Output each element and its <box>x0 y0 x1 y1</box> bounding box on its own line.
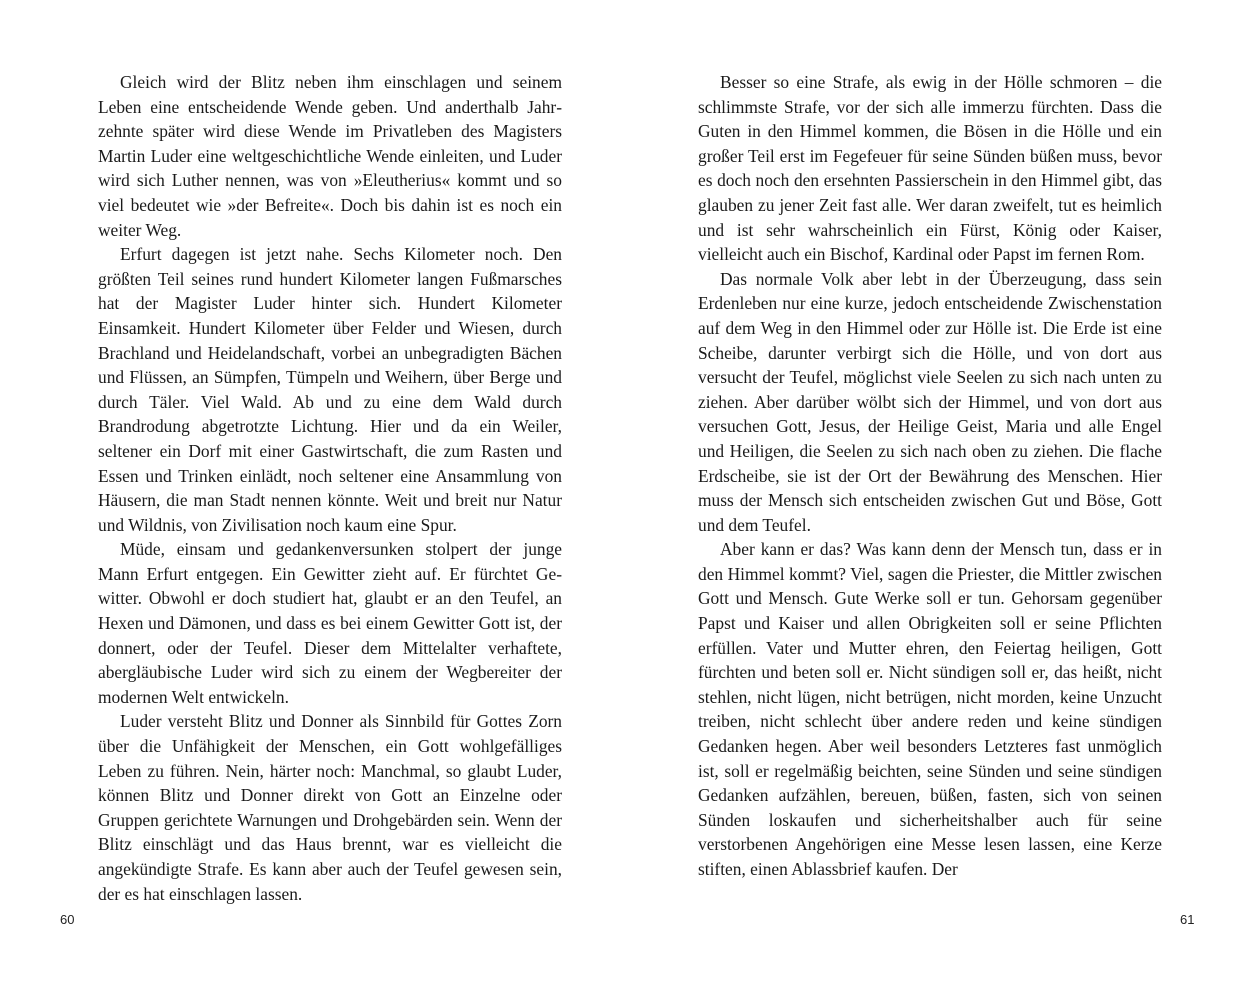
right-page <box>698 70 1162 882</box>
paragraph: Das normale Volk aber lebt in der Überzeugung, dass sein Erdenleben nur eine kurze, jedoch entscheidende Zwischenstation auf dem Weg in den Himmel oder zur Hölle ist. Die Erde ist eine Scheibe, darunter verbirgt sich die Hölle, und von dort aus versucht der Teufel, möglichst viele Seelen zu sich nach unten zu ziehen. Aber darüber wölbt sich der Himmel, und von dort aus versuchen Gott, Jesus, der Heilige Geist, Maria und alle Engel und Heiligen, die Seelen zu sich nach oben zu ziehen. Die flache Erdscheibe, sie ist der Ort der Bewährung des Menschen. Hier muss der Mensch sich entscheiden zwischen Gut und Böse, Gott und dem Teufel. <box>698 268 1162 535</box>
page-number-left: 60 <box>60 912 75 927</box>
paragraph: Besser so eine Strafe, als ewig in der Hölle schmoren – die schlimmste Strafe, vor der sich alle immerzu fürchten. Dass die Guten in den Himmel kommen, die Bösen in die Hölle und ein großer Teil erst im Fegefeuer für seine Sünden büßen muss, bevor es doch noch den ersehnten Passierschein in den Himmel gibt, das glauben zu jener Zeit fast alle. Wer daran zweifelt, tut es heimlich und ist sehr wahrscheinlich ein Fürst, König oder Kaiser, vielleicht auch ein Bischof, Kardinal oder Papst im fernen Rom. <box>698 72 1162 265</box>
paragraph: Erfurt dagegen ist jetzt nahe. Sechs Kilometer noch. Den größten Teil seines rund hundert Kilometer langen Fußmarsches hat der Magister Luder hinter sich. Hundert Kilometer Einsamkeit. Hundert Kilometer über Felder und Wiesen, durch Brachland und Heidelandschaft, vorbei an unbegradigten Bächen und Flüssen, an Sümpfen, Tümpeln und Weihern, über Berge und durch Täler. Viel Wald. Ab und zu eine dem Wald durch Brandrodung abgetrotzte Lichtung. Hier und da ein Weiler, seltener ein Dorf mit einer Gastwirtschaft, die zum Rasten und Essen und Trinken einlädt, noch seltener eine Ansammlung von Häusern, die man Stadt nennen könnte. Weit und breit nur Natur und Wildnis, von Zivilisation noch kaum eine Spur. <box>98 244 562 535</box>
paragraph: Aber kann er das? Was kann denn der Mensch tun, dass er in den Himmel kommt? Viel, sagen die Priester, die Mittler zwischen Gott und Mensch. Gute Werke soll er tun. Gehorsam gegenüber Papst und Kaiser und allen Obrigkeiten soll er seine Pflichten erfüllen. Vater und Mutter ehren, den Feiertag heiligen, Gott fürchten und beten soll er. Nicht sündigen soll er, das heißt, nicht stehlen, nicht lügen, nicht betrügen, nicht morden, keine Unzucht treiben, nicht schlecht über andere reden und keine sündigen Gedanken hegen. Aber weil besonders Letzteres fast unmöglich ist, soll er regelmäßig beichten, seine Sünden und seine sündigen Gedanken aufzählen, bereuen, büßen, fasten, sich von seinen Sünden loskaufen und sicherheitshalber auch für seine verstorbenen Angehörigen eine Messe lesen lassen, eine Kerze stiften, einen Ablassbrief kaufen. Der <box>698 539 1162 879</box>
page-number-right: 61 <box>1180 912 1195 927</box>
paragraph: Luder versteht Blitz und Donner als Sinnbild für Gottes Zorn über die Unfähigkeit der Menschen, ein Gott wohlgefälliges Leben zu führen. Nein, härter noch: Manchmal, so glaubt Luder, können Blitz und Donner direkt von Gott an Einzelne oder Gruppen gerichtete Warnungen und Drohgebärden sein. Wenn der Blitz einschlägt und das Haus brennt, war es vielleicht die angekündigte Strafe. Es kann aber auch der Teufel gewesen sein, der es hat einschlagen lassen. <box>98 711 562 904</box>
left-page <box>98 70 562 906</box>
paragraph: Müde, einsam und gedankenversunken stolpert der junge Mann Erfurt entgegen. Ein Gewitter zieht auf. Er fürchtet Gewitter. Obwohl er doch studiert hat, glaubt er an den Teufel, an Hexen und Dämonen, und dass es bei einem Gewitter Gott ist, der donnert, oder der Teufel. Dieser dem Mittelalter verhaftete, abergläubische Luder wird sich zu einem der Wegbereiter der modernen Welt entwickeln. <box>98 539 562 707</box>
paragraph: Gleich wird der Blitz neben ihm einschlagen und seinem Leben eine entscheidende Wende geben. Und anderthalb Jahrzehnte später wird diese Wende im Privatleben des Magisters Martin Luder eine weltgeschichtliche Wende einleiten, und Luder wird sich Luther nennen, was von »Eleutherius« kommt und so viel bedeutet wie »der Befreite«. Doch bis dahin ist es noch ein weiter Weg. <box>98 72 562 240</box>
